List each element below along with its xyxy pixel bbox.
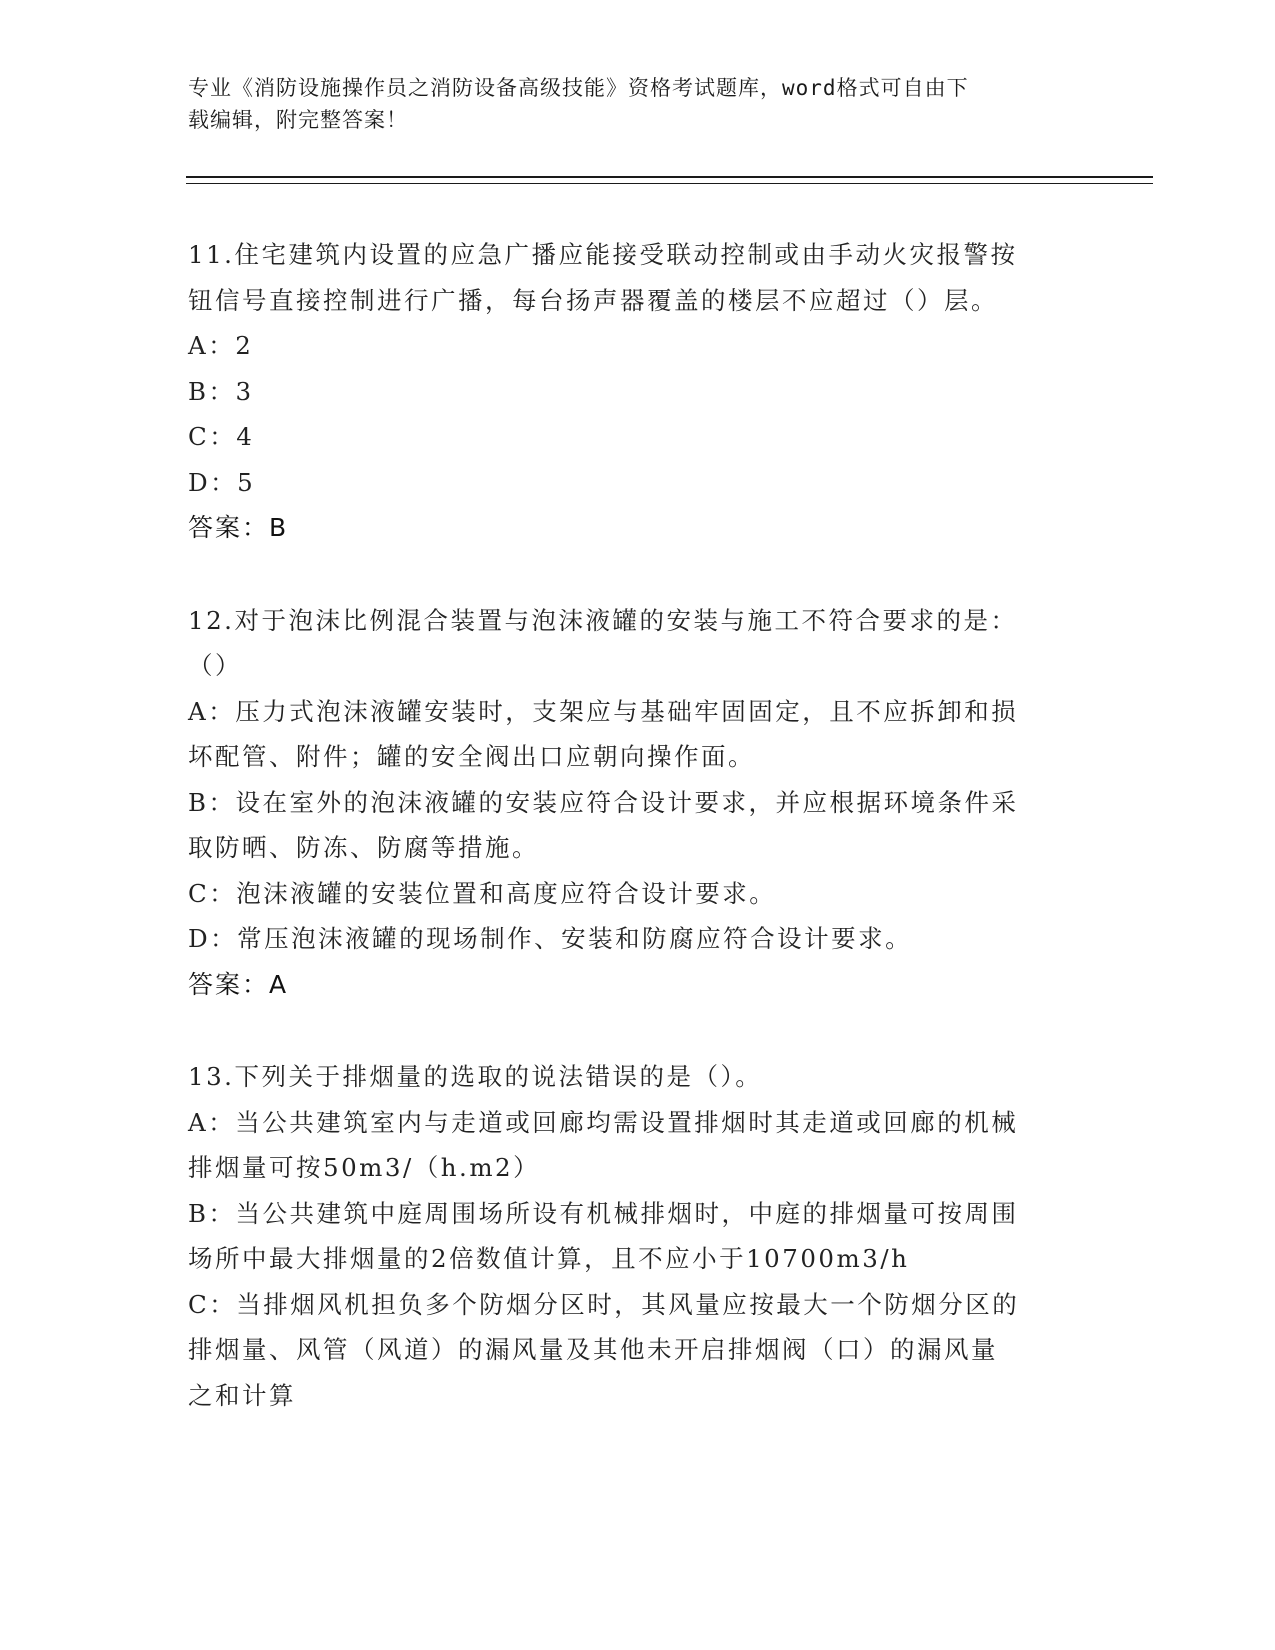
question-text-line: 11.住宅建筑内设置的应急广播应能接受联动控制或由手动火灾报警按 [188, 240, 1018, 269]
option-c-continued: 之和计算 [188, 1380, 296, 1410]
option-a: A：当公共建筑室内与走道或回廊均需设置排烟时其走道或回廊的机械 [188, 1107, 1019, 1137]
question-text-line: 钮信号直接控制进行广播，每台扬声器覆盖的楼层不应超过（）层。 [188, 285, 998, 315]
option-a-continued: 坏配管、附件；罐的安全阀出口应朝向操作面。 [188, 742, 755, 771]
option-d: D：常压泡沫液罐的现场制作、安装和防腐应符合设计要求。 [188, 924, 913, 953]
question-text-line: （） [188, 651, 242, 680]
question-text-line: 12.对于泡沫比例混合装置与泡沫液罐的安装与施工不符合要求的是： [188, 605, 1018, 635]
document-header [188, 72, 1068, 136]
option-c: C：当排烟风机担负多个防烟分区时，其风量应按最大一个防烟分区的 [188, 1289, 1020, 1319]
question-12 [188, 598, 1068, 1008]
option-c-continued: 排烟量、风管（风道）的漏风量及其他未开启排烟阀（口）的漏风量 [188, 1335, 998, 1364]
option-b-continued: 场所中最大排烟量的2倍数值计算，且不应小于10700m3/h [188, 1244, 910, 1273]
header-line-1: 专业《消防设施操作员之消防设备高级技能》资格考试题库，word格式可自由下 [188, 76, 969, 100]
option-b: B：当公共建筑中庭周围场所设有机械排烟时，中庭的排烟量可按周围 [188, 1198, 1019, 1228]
answer-line: 答案：A [188, 969, 289, 999]
header-line-2: 载编辑，附完整答案！ [188, 108, 408, 132]
option-a: A：压力式泡沫液罐安装时，支架应与基础牢固固定，且不应拆卸和损 [188, 696, 1019, 726]
option-b: B：3 [188, 376, 254, 406]
option-d: D：5 [188, 467, 256, 497]
option-a: A：2 [188, 331, 254, 360]
question-11 [188, 232, 1068, 551]
option-c: C：4 [188, 422, 255, 451]
answer-line: 答案：B [188, 513, 289, 542]
option-a-continued: 排烟量可按50m3/（h.m2） [188, 1153, 541, 1182]
option-c: C：泡沫液罐的安装位置和高度应符合设计要求。 [188, 878, 777, 908]
option-b-continued: 取防晒、防冻、防腐等措施。 [188, 833, 539, 862]
question-list [188, 232, 1068, 1465]
question-13 [188, 1054, 1068, 1418]
option-b: B：设在室外的泡沫液罐的安装应符合设计要求，并应根据环境条件采 [188, 787, 1019, 817]
question-text-line: 13.下列关于排烟量的选取的说法错误的是（）。 [188, 1062, 763, 1091]
header-divider [186, 176, 1153, 184]
